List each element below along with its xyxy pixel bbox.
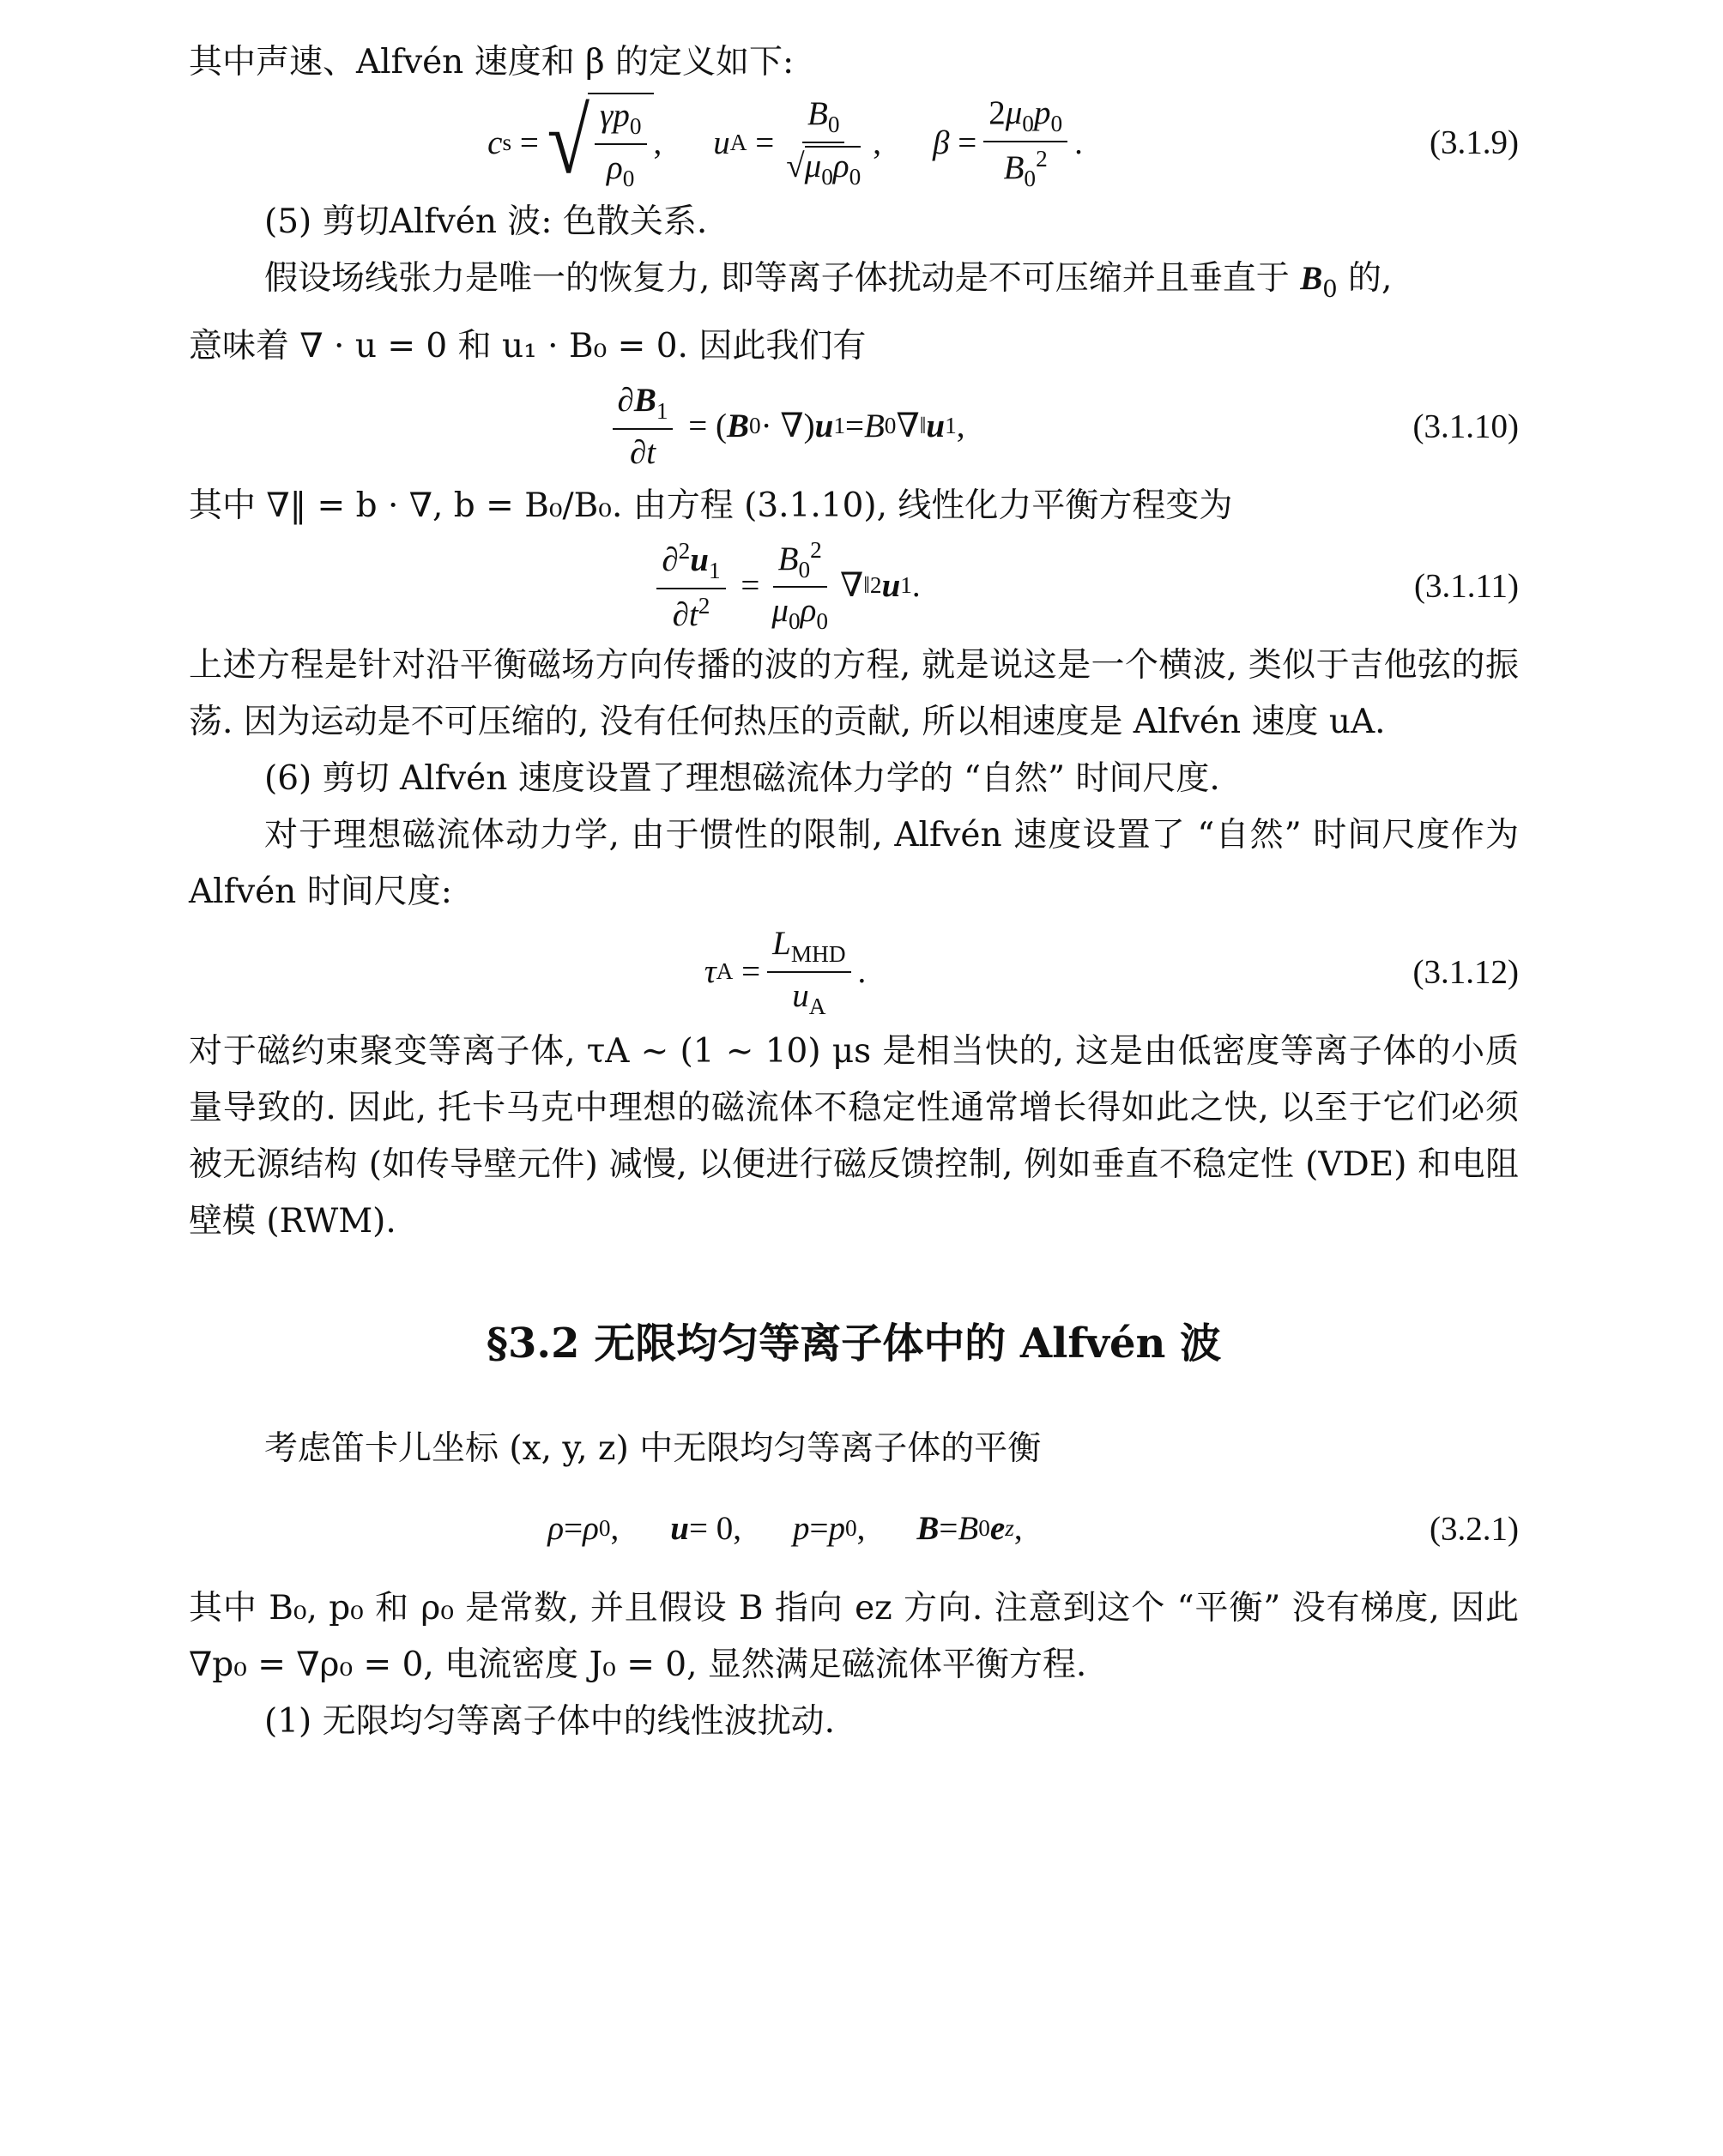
equation-3-1-10: $\frac{\partial B_1}{\partial t}$ = ( B 0 · ∇) u 1 = B 0 ∇ ‖ u 1 , (3.1.10) [189,375,1519,478]
equation-number: (3.2.1) [1430,1510,1519,1548]
paragraph-wave-equation: 上述方程是针对沿平衡磁场方向传播的波的方程, 就是说这是一个横波, 类似于吉他弦的振荡. 因为运动是不可压缩的, 没有任何热压的贡献, 所以相速度是 Alfvén 速度 uA. [189,645,1519,741]
paragraph-equilibrium-intro: 考虑笛卡儿坐标 (x, y, z) 中无限均匀等离子体的平衡 [264,1428,1042,1468]
equation-3-1-12: τ A = $\frac{L_{MHD}}{u_A}$ . (3.1.12) [704,925,1519,1019]
equation-3-1-9: c s = √ $\frac{\gamma p_0}{\rho_0}$ , u A = $\frac{B_0}{√\mu_0\rho_0}$ , β = $\frac{2\mu_0p_0}{B_0^2}$ . (3.1.9) [487,91,1519,193]
equation-number: (3.1.12) [1412,953,1519,991]
paragraph-parallel-gradient: 其中 ∇‖ = b · ∇, b = B₀/B₀. 由方程 (3.1.10), 线性化力平衡方程变为 [189,486,1233,525]
paragraph-assumption-cont: 意味着 ∇ · u = 0 和 u₁ · B₀ = 0. 因此我们有 [189,326,867,365]
section-title: §3.2 无限均匀等离子体中的 Alfvén 波 [486,1319,1222,1368]
paragraph-alfven-time: 对于理想磁流体动力学, 由于惯性的限制, Alfvén 速度设置了 “自然” 时间尺度作为 Alfvén 时间尺度: [189,815,1519,911]
equation-3-2-1: ρ = ρ 0 , u = 0, p = p 0 , B = B 0 e z , (3.2.1) [547,1510,1519,1548]
equation-number: (3.1.9) [1430,124,1519,161]
item-5-title: (5) 剪切Alfvén 波: 色散关系. [264,202,708,241]
item-1-title: (1) 无限均匀等离子体中的线性波扰动. [264,1701,836,1741]
equation-3-1-11: $\frac{\partial^2u_1}{\partial t^2}$ = $\frac{B_0^2}{\mu_0\rho_0}$ ∇ ‖ 2 u 1 . (3.1.11) [189,534,1519,637]
paragraph-definitions-intro: 其中声速、Alfvén 速度和 β 的定义如下: [189,43,795,82]
equation-number: (3.1.11) [1413,567,1519,605]
paragraph-fusion-plasma: 对于磁约束聚变等离子体, τA ∼ (1 ∼ 10) μs 是相当快的, 这是由低密度等离子体的小质量导致的. 因此, 托卡马克中理想的磁流体不稳定性通常增长得如此之快, 以至于它们必须被无源结构 (如传导壁元件) 减慢, 以便进行磁反馈控制, 例如垂直不稳定性 (VDE) 和电阻壁模 (RWM). [189,1031,1519,1241]
equation-number: (3.1.10) [1412,408,1519,445]
item-6-title: (6) 剪切 Alfvén 速度设置了理想磁流体力学的 “自然” 时间尺度. [264,758,1220,798]
page-content [189,34,1519,1750]
paragraph-assumption: 假设场线张力是唯一的恢复力, 即等离子体扰动是不可压缩并且垂直于 $B_0$ 的, [264,259,1393,303]
paragraph-equilibrium-notes: 其中 B₀, p₀ 和 ρ₀ 是常数, 并且假设 B 指向 ez 方向. 注意到这个 “平衡” 没有梯度, 因此 ∇p₀ = ∇ρ₀ = 0, 电流密度 J₀ = 0, 显然满足磁流体平衡方程. [189,1588,1519,1684]
